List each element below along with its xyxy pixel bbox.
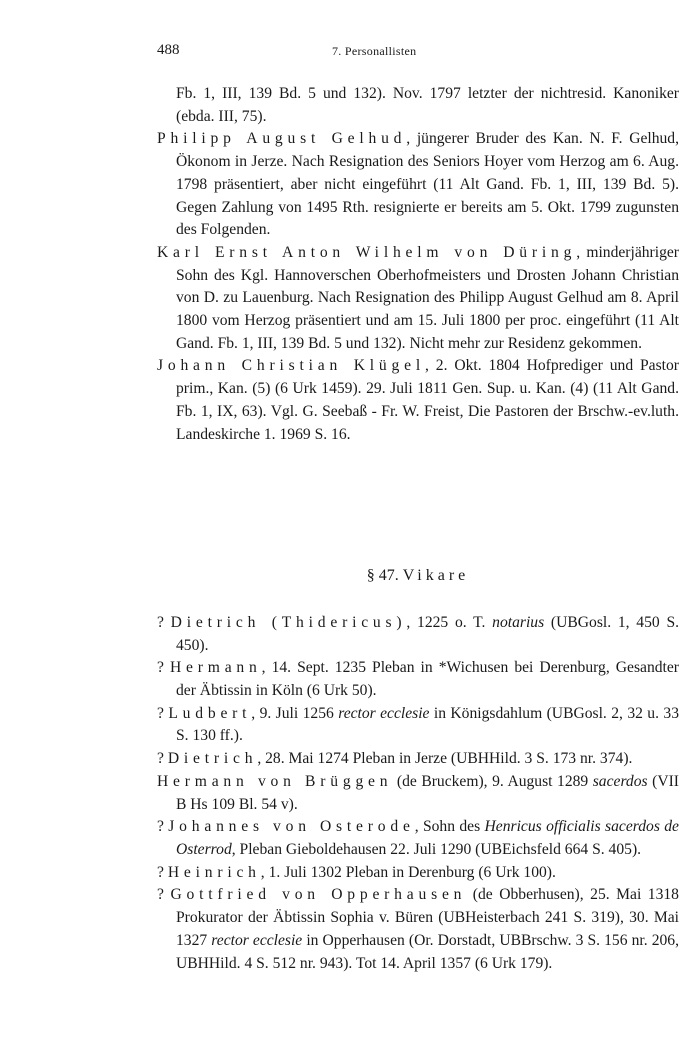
uncertain-marker: ?: [157, 659, 170, 677]
entry-name: Johannes von Osterode: [168, 818, 415, 836]
canon-entry: [157, 128, 679, 242]
entry-name: Gottfried von Opperhausen: [170, 886, 467, 904]
page-body: [157, 83, 679, 975]
entry-name: Karl Ernst Anton Wilhelm von Düring: [157, 243, 577, 261]
entry-text: , 9. Juli 1256: [251, 704, 339, 722]
entry-text: , 14. Sept. 1235 Pleban in *Wichusen bei Derenburg, Gesandter der Äbtissin in Köln (6 Urk 50).: [176, 659, 679, 700]
entry-text: , Sohn des: [414, 818, 485, 836]
entry-name: Hermann von Brüggen: [157, 772, 393, 790]
entry-text: (UBGosl. 1, 450 S. 450).: [176, 613, 680, 654]
section-heading: [157, 565, 679, 588]
latin-term: sacerdos: [592, 772, 648, 790]
page-number: 488: [157, 42, 180, 58]
entry-name: Dietrich (Thidericus): [170, 613, 407, 631]
vikar-entry: [157, 657, 679, 702]
uncertain-marker: ?: [157, 613, 171, 631]
entry-name: Heinrich: [167, 863, 261, 881]
uncertain-marker: ?: [157, 863, 168, 881]
entry-text: in Königsdahlum (UBGosl. 2, 32 u. 33 S. 130 ff.).: [176, 704, 679, 745]
uncertain-marker: ?: [157, 818, 169, 836]
entry-text: , jüngerer Bruder des Kan. N. F. Gelhud, Ökonom in Jerze. Nach Resignation des Seniors Hoyer vom Herzog am 6. Aug. 1798 präsentiert, aber nicht eingeführt (11 Alt Gand. Fb. 1, III, 139 Bd. 5). Gegen Zahlung von 1495 Rth. resignierte er bereits am 5. Okt. 1799 zugunsten des Folgenden.: [176, 130, 679, 239]
section-symbol: § 47.: [366, 567, 399, 585]
vikar-entry: [157, 884, 679, 975]
vikar-entry: [157, 816, 679, 861]
continuation-entry: [157, 83, 679, 128]
vikar-entry: [157, 612, 679, 657]
vikare-list: [157, 612, 679, 975]
vikar-entry: [157, 748, 679, 771]
entry-text: (de Obberhusen), 25. Mai 1318 Prokurator der Äbtissin Sophia v. Büren (UBHeisterbach 241 S. 319), 30. Mai 1327: [176, 886, 679, 949]
canon-entry: [157, 355, 679, 446]
entry-name: Philipp August Gelhud: [157, 130, 407, 148]
latin-term: rector ecclesie: [211, 931, 303, 949]
section-spacer: [157, 446, 679, 565]
entry-name: Ludbert: [168, 704, 252, 722]
uncertain-marker: ?: [157, 704, 169, 722]
section-title: Vikare: [402, 567, 470, 585]
page-header: [157, 42, 677, 64]
entry-name: Hermann: [169, 659, 262, 677]
entry-text: , minderjähriger Sohn des Kgl. Hannoverschen Oberhofmeisters und Drosten Johann Christian von D. zu Lauenburg. Nach Resignation des Philipp August Gelhud am 8. April 1800 vom Herzog präsentiert und am 15. Juli 1800 per proc. eingeführt (11 Alt Gand. Fb. 1, III, 139 Bd. 5 und 132). Nicht mehr zur Residenz gekommen.: [176, 243, 679, 352]
uncertain-marker: ?: [157, 886, 171, 904]
vikar-entry: [157, 771, 679, 816]
section-spacer: [157, 588, 679, 612]
entry-text: in Opperhausen (Or. Dorstadt, UBBrschw. 3 S. 156 nr. 206, UBHHild. 4 S. 512 nr. 943). Tot 14. April 1357 (6 Urk 179).: [176, 931, 679, 972]
canon-entry: [157, 242, 679, 356]
entry-text: (de Bruckem), 9. August 1289: [392, 772, 593, 790]
vikar-entry: [157, 703, 679, 748]
uncertain-marker: ?: [157, 750, 168, 768]
latin-term: notarius: [492, 613, 545, 631]
entry-text: , 2. Okt. 1804 Hofprediger und Pastor prim., Kan. (5) (6 Urk 1459). 29. Juli 1811 Gen. Sup. u. Kan. (4) (11 Alt Gand. Fb. 1, IX, 63). Vgl. G. Seebaß - Fr. W. Freist, Die Pastoren der Brschw.-ev.luth. Landeskirche 1. 1969 S. 16.: [176, 357, 679, 443]
vikar-entry: [157, 862, 679, 885]
entry-text: , 1. Juli 1302 Pleban in Derenburg (6 Urk 100).: [260, 863, 556, 881]
entry-name: Dietrich: [167, 750, 258, 768]
entry-text: (VII B Hs 109 Bl. 54 v).: [176, 772, 679, 813]
latin-term: Henricus officialis sacerdos de Osterrod: [176, 818, 679, 858]
latin-term: rector ecclesie: [338, 704, 430, 722]
entry-name: Johann Christian Klügel: [157, 357, 425, 375]
entry-text: , 28. Mai 1274 Pleban in Jerze (UBHHild. 3 S. 173 nr. 374).: [257, 750, 633, 768]
running-head: 7. Personallisten: [332, 44, 417, 58]
entry-text: , Pleban Gieboldehausen 22. Juli 1290 (UBEichsfeld 664 S. 405).: [231, 840, 642, 858]
entry-text: Fb. 1, III, 139 Bd. 5 und 132). Nov. 1797 letzter der nichtresid. Kanoniker (ebda. III, 75).: [176, 85, 679, 125]
entry-text: , 1225 o. T.: [406, 613, 493, 631]
